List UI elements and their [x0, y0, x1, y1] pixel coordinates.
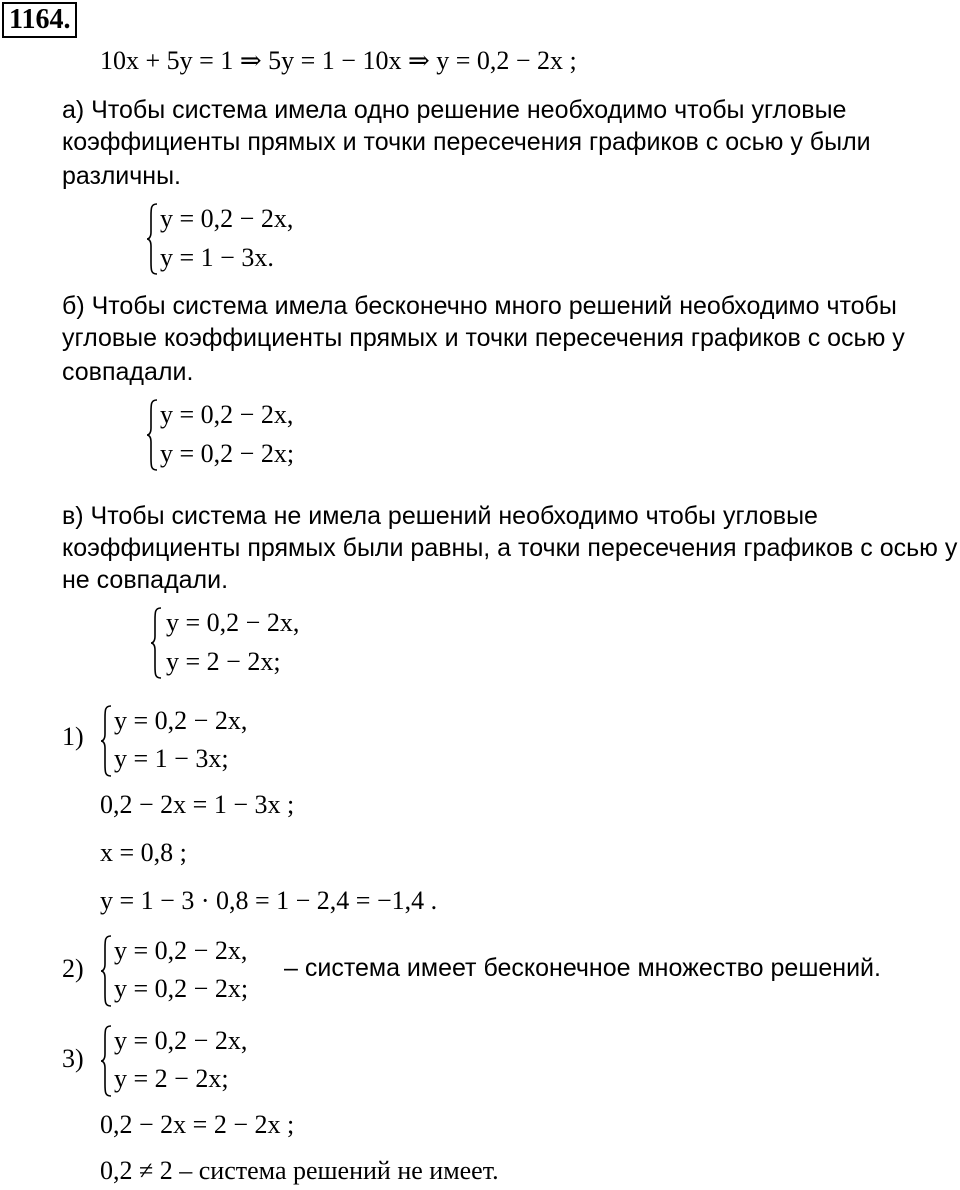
part-b-system-eq-2: y = 0,2 − 2x;	[160, 439, 295, 468]
brace-icon	[100, 704, 110, 778]
solution-2-system-eq-2: y = 0,2 − 2x;	[114, 974, 249, 1003]
solution-3-system-eq-1: y = 0,2 − 2x,	[114, 1026, 248, 1055]
part-c-system-eq-1: y = 0,2 − 2x,	[166, 608, 300, 637]
brace-icon	[100, 1024, 110, 1098]
solution-1-step-3: y = 1 − 3 · 0,8 = 1 − 2,4 = −1,4 .	[100, 886, 438, 915]
solution-1-label: 1)	[62, 722, 84, 751]
part-c-line-2: коэффициенты прямых были равны, а точки пересечения графиков с осью y	[62, 534, 958, 562]
problem-number: 1164.	[2, 2, 77, 38]
solution-3-step-1: 0,2 − 2x = 2 − 2x ;	[100, 1110, 295, 1139]
solution-3-system-eq-2: y = 2 − 2x;	[114, 1064, 229, 1093]
part-a-line-2: коэффициенты прямых и точки пересечения графиков с осью y были	[62, 128, 871, 156]
part-b-system-eq-1: y = 0,2 − 2x,	[160, 400, 294, 429]
solution-3-label: 3)	[62, 1044, 84, 1073]
solution-1-step-1: 0,2 − 2x = 1 − 3x ;	[100, 790, 295, 819]
solution-2-comment: – система имеет бесконечное множество решений.	[284, 954, 881, 982]
part-b-line-3: совпадали.	[62, 358, 194, 386]
brace-icon	[100, 934, 110, 1008]
part-c-line-1: в) Чтобы система не имела решений необходимо чтобы угловые	[62, 502, 818, 530]
part-b-line-2: угловые коэффициенты прямых и точки пересечения графиков с осью y	[62, 324, 905, 352]
solution-3-conclusion: 0,2 ≠ 2 – система решений не имеет.	[100, 1156, 499, 1185]
part-a-system-eq-1: y = 0,2 − 2x,	[160, 204, 294, 233]
brace-icon	[146, 398, 156, 472]
solution-1-system-eq-1: y = 0,2 − 2x,	[114, 706, 248, 735]
part-a-system-eq-2: y = 1 − 3x.	[160, 243, 274, 272]
solution-1-system-eq-2: y = 1 − 3x;	[114, 744, 229, 773]
solution-1-step-2: x = 0,8 ;	[100, 838, 187, 867]
solution-2-label: 2)	[62, 954, 84, 983]
part-b-line-1: б) Чтобы система имела бесконечно много решений необходимо чтобы	[62, 292, 897, 320]
solution-2-system-eq-1: y = 0,2 − 2x,	[114, 936, 248, 965]
intro-equation: 10x + 5y = 1 ⇒ 5y = 1 − 10x ⇒ y = 0,2 − 2x ;	[100, 46, 577, 75]
brace-icon	[150, 606, 160, 680]
brace-icon	[146, 202, 156, 276]
part-a-line-1: а) Чтобы система имела одно решение необходимо чтобы угловые	[62, 96, 847, 124]
part-c-line-3: не совпадали.	[62, 566, 229, 594]
part-c-system-eq-2: y = 2 − 2x;	[166, 647, 281, 676]
part-a-line-3: различны.	[62, 162, 182, 190]
